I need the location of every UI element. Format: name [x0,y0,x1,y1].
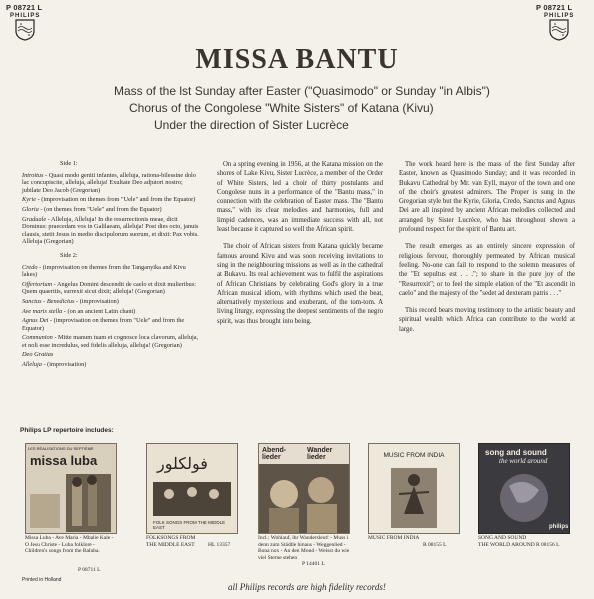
track-part-name: Introitus [22,171,44,179]
hifi-slogan: all Philips records are high fidelity records! [228,582,386,592]
track-part-name: Deo Gratias [22,351,54,359]
cover-art-dancers [147,482,237,522]
cover-title: missa luba [30,453,98,468]
side1-heading: Side 1: [60,160,78,167]
side1-list [22,172,202,246]
cover-subtitle: FOLK SONGS FROM THE MIDDLE EAST [153,520,226,530]
subtitle-chorus: Chorus of the Congolese "White Sisters" of Katana (Kivu) [129,101,434,115]
cover-music-from-india [368,443,460,534]
track-description: - (improvisation on themes from the Tanganyika and Kivu lakes) [22,263,186,279]
caption-code: R 08155 L [423,542,447,548]
track-description: - (improvisation on themes from "Uele" and from the Equator) [36,196,196,204]
track-description: - (improvisation) [41,361,87,369]
caption-code: R 08156 L [536,542,560,548]
cover-art-children [259,464,349,534]
cover-middle-east [146,443,238,534]
track-item [22,361,202,369]
cover-art-dancer [369,464,459,530]
track-description: - (on an ancient Latin chant) [62,307,136,315]
liner-paragraph: The choir of African sisters from Katana quickly became famous around Kivu and was soon receiving invitations to sing in the neighbouring missions as well as in the cathedral at Bukavu. Its real achievement was to fulfil the aspirations of African Christians by celebrating God's glory in a true African musical idiom, with rhythms which used the beat, alternatively mysterious and exuberant, of the tom-tom. A living liturgy, expressing the deepest sentiments of the negro spirit, was thus brought into being. [217,243,383,325]
caption-code: P 08711 L [78,567,101,573]
philips-wordmark: PHILIPS [544,13,575,19]
cover-title: song and sound [485,448,547,457]
caption-code: P 14401 L [302,561,325,567]
track-description: - (on themes from "Uele" and from the Equator) [38,205,162,213]
track-item [22,308,202,316]
track-item [22,298,202,306]
caption-middle-east [146,535,241,548]
track-part-name: Credo [22,263,38,271]
catalog-number-right: P 08721 L [536,3,573,12]
cover-title: MUSIC FROM INDIA [383,452,445,459]
track-description: - Mitte manum tuam et cognosce loca clavorum, alleluja, et noli esse incredulus, sed fidelis alleluja, alleluja! (Gregorian) [22,334,199,349]
track-part-name: Kyrie [22,196,36,204]
caption-music-from-india [368,535,460,548]
philips-shield-icon [15,19,35,41]
philips-shield-icon [549,19,569,41]
svg-text:philips: philips [549,524,569,530]
track-item [22,216,202,246]
caption-text: SONG AND SOUND THE WORLD AROUND [478,535,535,548]
caption-text: FOLKSONGS FROM THE MIDDLE EAST [146,535,196,548]
album-title: MISSA BANTU [195,44,399,75]
liner-paragraph: This record bears moving testimony to the artistic beauty and spiritual wealth which Africa can contribute to the world at large. [399,307,575,333]
caption-text: Missa Luba - Ave Maria - Mbalie Kale - O Jesu Christe - Luba folklore - Children's songs from the Baluba. [25,535,114,554]
track-part-name: Graduale [22,215,47,223]
subtitle-mass: Mass of the lst Sunday after Easter ("Quasimodo" or Sunday "in Albis") [114,84,490,98]
track-item [22,206,202,214]
liner-paragraph: The result emerges as an entirely sincere expression of religious fervour, thoroughly permeated by African musical feeling. No-one can fail to respond to the solemn measures of the "Et sepultus est . . ."; to share in the pure joy of the "Resurrexit"; or to feel the simple elation of the "Et ascendit in caelo" and the majesty of the "sedet ad dexteram patris . . ." [399,243,575,297]
repertoire-heading: Philips LP repertoire includes: [20,427,114,434]
caption-song-and-sound [478,535,573,548]
cover-art-figures [26,474,116,534]
liner-notes-column-2 [217,160,383,334]
side2-heading: Side 2: [60,251,78,259]
track-item [22,264,202,279]
side2-list [22,264,202,369]
track-description: - Alleluja, Alleluja! In die resurrectionis meae, dicit Dominus: praecedam vos in Galilaeam, alleluja! Post dies octo, januis clausis, stetit Jesus in medio discipulorum suorum, et dixit: Pax vobis. Alleluja (Gregorian) [22,215,199,246]
track-description: - Angelus Domini descendit de caelo et dixit mulieribus: Quem quaeritis, surrexit sicut dixit; alleluja! (Gregorian) [22,280,197,296]
cover-title: Abend- lieder [262,447,287,461]
cover-title-2: the world around [499,457,548,465]
track-description: - Quasi modo geniti infantes, alleluja, rationa-bilessine dolo lac concupiscite, alleluja, alleluja! Exultate Deo adjutori nostro; jubilate Deo Jacob (Gregorian) [22,171,196,194]
cover-missa-luba [25,443,117,534]
caption-text: MUSIC FROM INDIA [368,535,420,541]
caption-code: HL 13357 [208,542,231,548]
track-item [22,281,202,296]
track-part-name: Sanctus - Benedictus [22,297,75,305]
cover-art-globe [479,466,569,532]
track-part-name: Agnus Dei [22,317,49,325]
caption-missa-luba [25,535,115,573]
track-part-name: Ave maris stella [22,307,63,315]
caption-text: Incl.: Wohlauf, ihr Wandersleut! - Muss i denn zum Städtle hinaus - Weggenlied - Bona nox - An den Mond - Weisst du wie viel Sterne stehen [258,535,350,561]
cover-song-and-sound [478,443,570,534]
liner-paragraph: The work heard here is the mass of the first Sunday after Easter, known as Quasimodo Sunday; and it was recorded in Bukavu Cathedral by Mr. van Eyll, mayor of the town and one of the choir's greatest admirers. The Proper is sung in the Gregorian style but the Kyrie, Gloria, Credo, Sanctus and Agnus Dei are all inspired by ancient African melodies collected and arranged by Sister Lucrèce, who has throughout shown a profound respect for the spirit of Bantu art. [399,161,575,234]
track-part-name: Offertorium [22,280,53,288]
track-part-name: Alleluja [22,361,42,369]
tracklist [22,160,202,371]
track-description: - (improvisation) [74,297,119,305]
track-item [22,334,202,349]
philips-logo-left [10,13,40,46]
cover-top-text: LES RÉALISATIONS DU SEPTIÈME [28,446,94,451]
track-part-name: Gloria [22,205,39,213]
cover-abendlieder [258,443,350,534]
track-item [22,317,202,332]
subtitle-direction: Under the direction of Sister Lucrèce [154,118,349,132]
track-description: - (improvisation on themes from "Uele" and from the Equator) [22,317,185,332]
track-item [22,351,202,359]
liner-paragraph: On a spring evening in 1956, at the Katana mission on the shores of Lake Kivu, Sister Lucrèce, a member of the Order of White Sisters, led a choir of thirty postulants and Congolese nuns in a performance of the "Bantu mass," in connection with the celebration of Easter mass. The "Bantu mass," with its clear melodies and harmonies, full and limpid cadences, was an immediate success with all, not least because it captured so well the African spirit. [217,161,383,234]
track-item [22,196,202,204]
cover-title: فولكلور [157,456,208,473]
philips-logo-right [544,13,574,46]
printed-in-holland: Printed in Holland [22,577,62,583]
philips-wordmark: PHILIPS [10,13,41,19]
track-item [22,172,202,195]
caption-abendlieder [258,535,350,567]
liner-notes-column-3 [399,160,575,342]
cover-title-2: Wander lieder [307,447,333,461]
track-part-name: Communion [22,334,53,342]
catalog-number-left: P 08721 L [6,3,43,12]
